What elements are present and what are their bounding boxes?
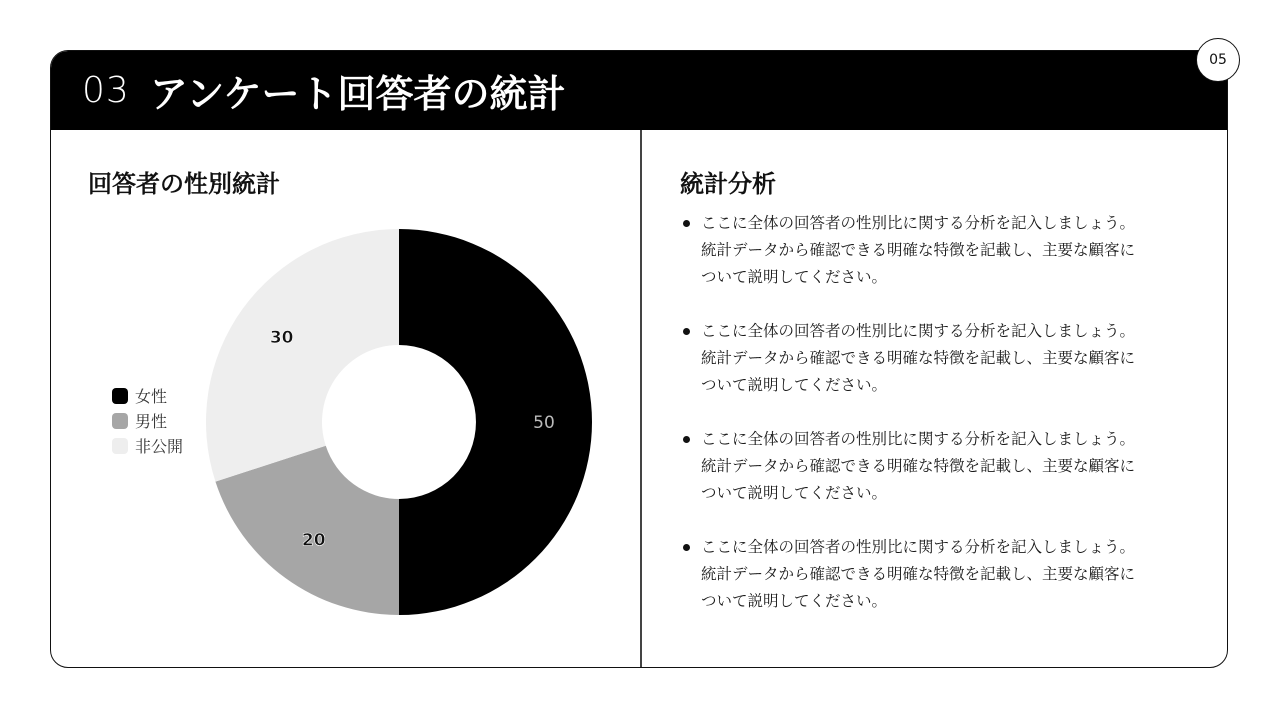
legend-swatch bbox=[112, 388, 128, 404]
bullet-text-line: ここに全体の回答者の性別比に関する分析を記入しましょう。 bbox=[701, 322, 1136, 340]
column-divider bbox=[640, 130, 642, 668]
legend-item bbox=[112, 408, 183, 433]
legend-item bbox=[112, 433, 183, 458]
bullet-text-line: ついて説明してください。 bbox=[701, 592, 888, 610]
legend-label: 女性 bbox=[135, 387, 168, 406]
analysis-section-title: 統計分析 bbox=[680, 170, 776, 198]
analysis-bullet bbox=[680, 426, 1200, 534]
legend-swatch bbox=[112, 438, 128, 454]
donut-data-label: 50 bbox=[533, 413, 555, 433]
donut-data-label: 20 bbox=[301, 530, 326, 551]
section-number: 03 bbox=[82, 70, 130, 111]
bullet-text-line: ついて説明してください。 bbox=[701, 268, 888, 286]
analysis-bullet bbox=[680, 534, 1200, 642]
legend-label: 非公開 bbox=[135, 437, 184, 456]
donut-slice-3 bbox=[206, 229, 399, 482]
chart-legend bbox=[112, 383, 183, 458]
bullet-text-line: ここに全体の回答者の性別比に関する分析を記入しましょう。 bbox=[701, 538, 1136, 556]
bullet-text-line: 統計データから確認できる明確な特徴を記載し、主要な顧客に bbox=[701, 565, 1136, 583]
bullet-text-line: ここに全体の回答者の性別比に関する分析を記入しましょう。 bbox=[701, 214, 1136, 232]
header-bar bbox=[51, 51, 1227, 130]
bullet-text-line: ついて説明してください。 bbox=[701, 376, 888, 394]
legend-swatch bbox=[112, 413, 128, 429]
legend-item bbox=[112, 383, 183, 408]
bullet-text-line: ついて説明してください。 bbox=[701, 484, 888, 502]
donut-slice-1 bbox=[399, 229, 592, 615]
legend-label: 男性 bbox=[135, 412, 168, 431]
bullet-dot-icon bbox=[683, 220, 690, 227]
donut-data-label: 30 bbox=[269, 327, 294, 348]
bullet-text-line: 統計データから確認できる明確な特徴を記載し、主要な顧客に bbox=[701, 457, 1136, 475]
bullet-dot-icon bbox=[683, 328, 690, 335]
bullet-dot-icon bbox=[683, 544, 690, 551]
page-number-badge: 05 bbox=[1196, 38, 1240, 82]
chart-section-title: 回答者の性別統計 bbox=[88, 170, 280, 198]
analysis-bullet bbox=[680, 318, 1200, 426]
bullet-dot-icon bbox=[683, 436, 690, 443]
analysis-bullet-list bbox=[680, 210, 1200, 642]
page-title: アンケート回答者の統計 bbox=[149, 72, 566, 116]
bullet-text-line: 統計データから確認できる明確な特徴を記載し、主要な顧客に bbox=[701, 349, 1136, 367]
bullet-text-line: ここに全体の回答者の性別比に関する分析を記入しましょう。 bbox=[701, 430, 1136, 448]
analysis-bullet bbox=[680, 210, 1200, 318]
bullet-text-line: 統計データから確認できる明確な特徴を記載し、主要な顧客に bbox=[701, 241, 1136, 259]
